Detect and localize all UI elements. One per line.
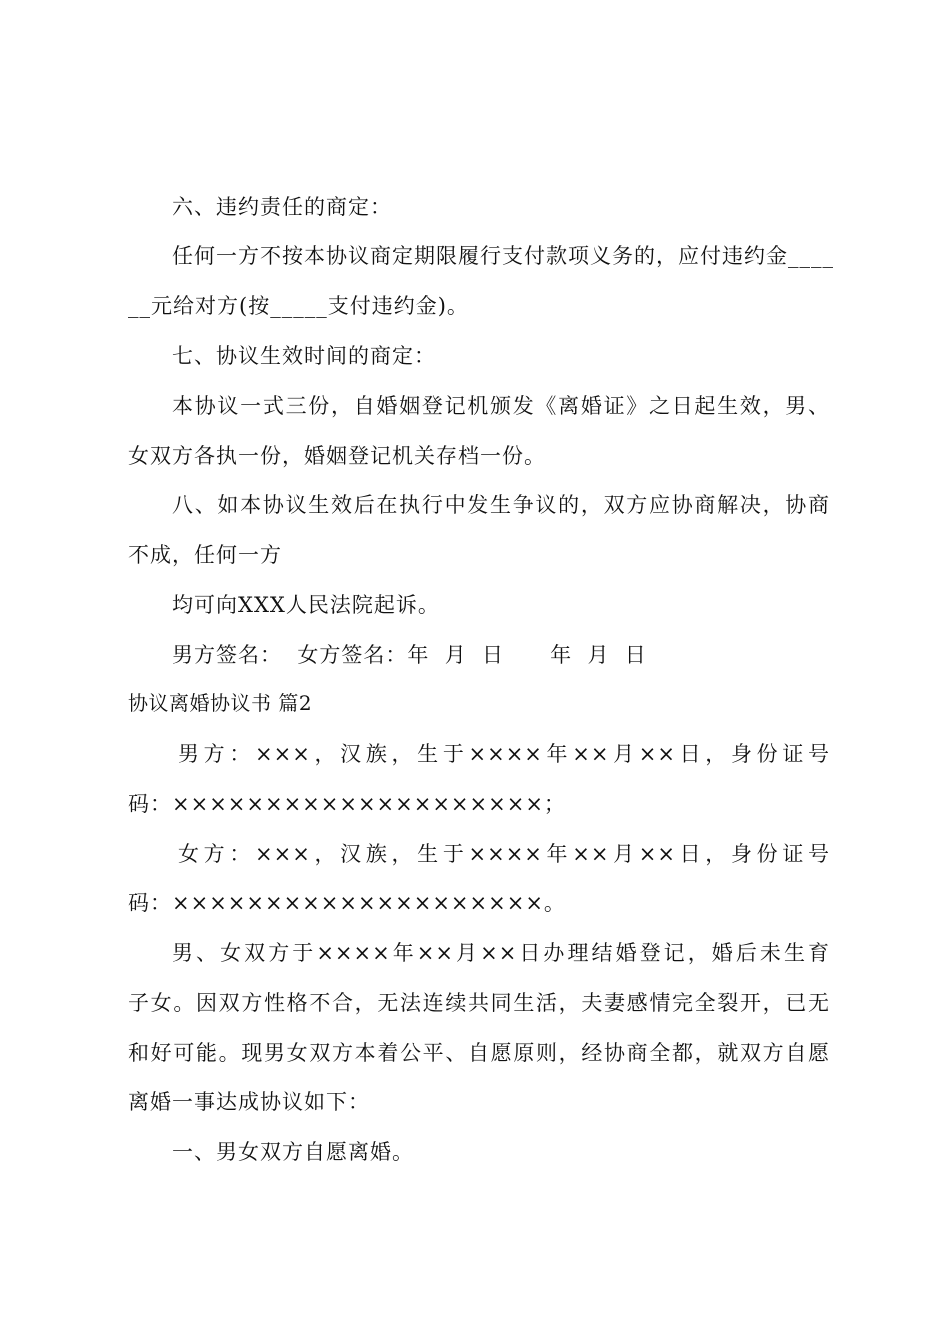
section-title: 协议离婚协议书 篇2: [128, 691, 313, 715]
paragraph-line: 和好可能。现男女双方本着公平、自愿原则，经协商全都，就双方自愿: [128, 1041, 830, 1065]
paragraph-line: 本协议一式三份，自婚姻登记机颁发《离婚证》之日起生效，男、: [172, 394, 830, 418]
paragraph-line: 离婚一事达成协议如下：: [128, 1090, 370, 1114]
paragraph-line: 码：××××××××××××××××××××。: [128, 891, 566, 915]
paragraph-line: 男方：×××，汉族，生于××××年××月××日，身份证号: [178, 742, 830, 766]
paragraph-line: 不成，任何一方: [128, 543, 282, 567]
paragraph-line: 女双方各执一份，婚姻登记机关存档一份。: [128, 444, 546, 468]
paragraph-line: 男、女双方于××××年××月××日办理结婚登记，婚后未生育: [172, 941, 830, 965]
paragraph-line: 均可向XXX人民法院起诉。: [172, 593, 440, 617]
paragraph-line: __元给对方(按_____支付违约金)。: [128, 294, 469, 318]
signature-line: 男方签名： 女方签名：年 月 日 年 月 日: [172, 643, 647, 667]
section-seven-heading: 七、协议生效时间的商定：: [172, 344, 436, 368]
paragraph-line: 任何一方不按本协议商定期限履行支付款项义务的，应付违约金____: [172, 244, 834, 268]
paragraph-line: 码：××××××××××××××××××××；: [128, 792, 566, 816]
paragraph-line: 女方：×××，汉族，生于××××年××月××日，身份证号: [178, 842, 830, 866]
section-one-line: 一、男女双方自愿离婚。: [172, 1140, 414, 1164]
paragraph-line: 子女。因双方性格不合，无法连续共同生活，夫妻感情完全裂开，已无: [128, 991, 830, 1015]
section-six-heading: 六、违约责任的商定：: [172, 195, 392, 219]
section-eight-line: 八、如本协议生效后在执行中发生争议的，双方应协商解决，协商: [172, 493, 830, 517]
